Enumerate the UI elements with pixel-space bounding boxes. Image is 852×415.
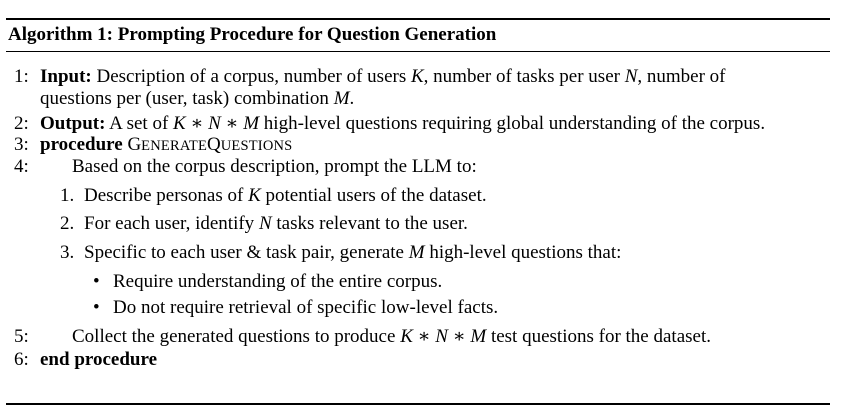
- line-content: Based on the corpus description, prompt the LLM to:: [72, 156, 477, 177]
- smallcaps-initial: Q: [207, 134, 221, 155]
- step-text: [84, 213, 468, 235]
- smallcaps-rest: ENERATE: [141, 138, 208, 154]
- line-content: [40, 113, 765, 135]
- math-variable: N: [258, 213, 272, 234]
- end-procedure-keyword: end procedure: [40, 349, 157, 370]
- smallcaps-rest: UESTIONS: [220, 138, 293, 154]
- line-content: [40, 349, 157, 371]
- step-text: [84, 185, 487, 207]
- bullet-item: [93, 271, 443, 293]
- text-segment: A set of: [105, 113, 174, 134]
- line-number: 2:: [14, 113, 29, 134]
- text-segment: .: [349, 88, 355, 109]
- text-segment: high-level questions that:: [424, 242, 622, 263]
- prompt-step: [60, 242, 622, 264]
- procedure-name: [127, 134, 292, 155]
- output-keyword: Output:: [40, 113, 106, 134]
- step-number: 2.: [60, 213, 75, 234]
- text-segment: , number of: [637, 66, 726, 87]
- text-segment: Description of a corpus, number of users: [91, 66, 411, 87]
- procedure-keyword: procedure: [40, 134, 123, 155]
- smallcaps-initial: G: [127, 134, 142, 155]
- step-number: 3.: [60, 242, 75, 263]
- line-number: 3:: [14, 134, 29, 155]
- bullet-dot: •: [93, 297, 100, 318]
- input-keyword: Input:: [40, 66, 92, 87]
- bullet-item: [93, 297, 499, 319]
- text-segment: tasks relevant to the user.: [271, 213, 468, 234]
- text-segment: questions per (user, task) combination: [40, 88, 334, 109]
- text-segment: high-level questions requiring global understanding of the corpus.: [259, 113, 766, 134]
- math-expression: K ∗ N ∗ M: [173, 113, 260, 134]
- text-segment: Collect the generated questions to produce: [72, 326, 401, 347]
- text-segment: Specific to each user & task pair, generate: [84, 242, 409, 263]
- bullet-dot: •: [93, 271, 100, 292]
- title-rule: [6, 51, 830, 52]
- line-content: [40, 134, 292, 157]
- line-content: [40, 88, 354, 110]
- math-expression: K ∗ N ∗ M: [400, 326, 487, 347]
- math-variable: M: [408, 242, 425, 263]
- bullet-text: Require understanding of the entire corpus.: [113, 271, 443, 292]
- math-variable: N: [624, 66, 638, 87]
- bottom-rule: [6, 403, 830, 405]
- math-variable: M: [333, 88, 350, 109]
- step-text: [84, 242, 621, 264]
- step-number: 1.: [60, 185, 75, 206]
- line-content: [72, 326, 711, 348]
- text-segment: , number of tasks per user: [423, 66, 625, 87]
- algorithm-title: Algorithm 1: Prompting Procedure for Question Generation: [8, 24, 497, 45]
- text-segment: test questions for the dataset.: [486, 326, 711, 347]
- text-segment: For each user, identify: [84, 213, 259, 234]
- bullet-text: Do not require retrieval of specific low-level facts.: [113, 297, 499, 318]
- line-number: 1:: [14, 66, 29, 87]
- text-segment: potential users of the dataset.: [260, 185, 487, 206]
- line-number: 5:: [14, 326, 29, 347]
- top-rule: [6, 18, 830, 20]
- math-variable: K: [248, 185, 261, 206]
- prompt-step: [60, 185, 487, 207]
- prompt-step: [60, 213, 468, 235]
- math-variable: K: [410, 66, 424, 87]
- line-content: [40, 66, 726, 88]
- line-number: 6:: [14, 349, 29, 370]
- text-segment: Describe personas of: [84, 185, 249, 206]
- line-number: 4:: [14, 156, 29, 177]
